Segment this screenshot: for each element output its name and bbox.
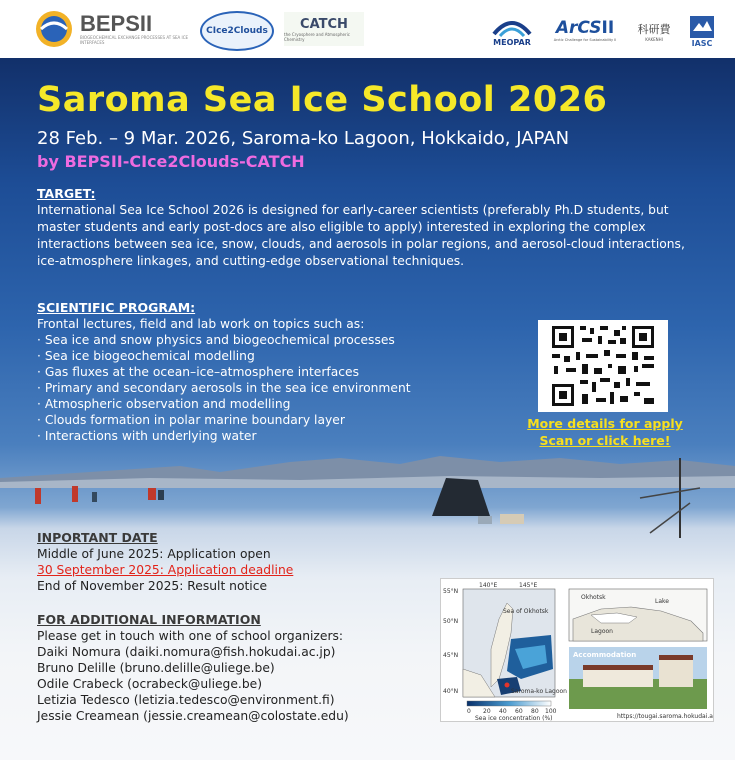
bepsii-emblem-icon — [32, 9, 76, 49]
target-description: International Sea Ice School 2026 is designed for early-career scientists (preferably Ph.D students, but master students and early post-docs are also eligible to apply) interested in exploring the complex interactions between sea ice, snow, clouds, and aerosols in polar regions, and aerosol-cloud interactions, ice-atmosphere linkages, and cutting-edge observational techniques. — [37, 203, 685, 268]
logo-bar — [0, 0, 735, 58]
colorbar-tick: 20 — [483, 708, 491, 715]
bepsii-subtitle: BIOGEOCHEMICAL EXCHANGE PROCESSES AT SEA ICE INTERFACES — [80, 35, 189, 45]
accommodation-label: Accommodation — [573, 651, 637, 659]
inset-label: Lagoon — [591, 628, 613, 635]
map-lon-label: 145°E — [519, 582, 538, 589]
event-dates-location: 28 Feb. – 9 Mar. 2026, Saroma-ko Lagoon, Hokkaido, JAPAN — [37, 128, 570, 149]
map-lat-label: 40°N — [443, 688, 459, 695]
program-item: · Atmospheric observation and modelling — [37, 397, 291, 411]
ice-colorbar — [467, 701, 551, 706]
program-item: · Gas fluxes at the ocean–ice–atmosphere interfaces — [37, 365, 360, 379]
catch-subtitle: the Cryosphere and Atmospheric Chemistry — [284, 31, 350, 42]
colorbar-tick: 100 — [545, 708, 557, 715]
page-title: Saroma Sea Ice School 2026 — [37, 80, 608, 120]
cice2clouds-logo[interactable] — [200, 11, 274, 51]
inset-label: Lake — [655, 598, 669, 605]
contact-person[interactable]: Letizia Tedesco (letizia.tedesco@environment.fi) — [37, 693, 335, 707]
meopar-logo[interactable] — [488, 12, 536, 50]
apply-link[interactable] — [505, 415, 705, 449]
map-lagoon-label: Saroma-ko Lagoon — [511, 688, 567, 695]
kakenhi-subtitle: KAKENHI — [645, 36, 663, 42]
field-tent — [432, 478, 490, 516]
map-sea-label: Sea of Okhotsk — [503, 608, 549, 615]
contact-heading: FOR ADDITIONAL INFORMATION — [37, 612, 261, 627]
field-researchers — [35, 486, 164, 504]
meopar-wave-icon — [492, 16, 532, 38]
map-lat-label: 45°N — [443, 652, 459, 659]
map-lon-label: 140°E — [479, 582, 498, 589]
location-figure — [440, 578, 714, 722]
program-item: · Sea ice and snow physics and biogeochemical processes — [37, 333, 395, 347]
date-result-notice: End of November 2025: Result notice — [37, 579, 268, 593]
catch-wordmark: CATCH — [300, 16, 348, 32]
arcs-wordmark: ArCS — [555, 18, 602, 38]
apply-link-line-1[interactable]: More details for apply — [527, 416, 683, 431]
date-application-deadline: 30 September 2025: Application deadline — [37, 563, 294, 577]
bepsii-wordmark: BEPSII — [80, 11, 153, 36]
organizers-byline: by BEPSII-CIce2Clouds-CATCH — [37, 152, 305, 171]
program-intro: Frontal lectures, field and lab work on topics such as: — [37, 317, 365, 331]
apply-link-line-2[interactable]: Scan or click here! — [539, 433, 671, 448]
location-map-panel — [441, 579, 713, 721]
map-lat-label: 55°N — [443, 588, 459, 595]
iasc-emblem-icon — [689, 15, 715, 39]
colorbar-label: Sea ice concentration (%) — [475, 715, 553, 721]
map-lat-label: 50°N — [443, 618, 459, 625]
inset-label: Okhotsk — [581, 594, 606, 601]
iasc-logo[interactable] — [684, 12, 720, 50]
program-item: · Sea ice biogeochemical modelling — [37, 349, 255, 363]
field-instruments — [478, 458, 700, 538]
lagoon-marker-icon — [505, 683, 510, 688]
colorbar-tick: 40 — [499, 708, 507, 715]
date-application-open: Middle of June 2025: Application open — [37, 547, 271, 561]
catch-logo[interactable] — [284, 12, 364, 46]
kakenhi-wordmark: 科研費 — [637, 22, 671, 36]
contact-person[interactable]: Daiki Nomura (daiki.nomura@fish.hokudai.ac.jp) — [37, 645, 336, 659]
program-item: · Clouds formation in polar marine boundary layer — [37, 413, 345, 427]
iasc-wordmark: IASC — [691, 38, 713, 48]
arcs-subtitle: Arctic Challenge for Sustainability II — [553, 38, 617, 42]
bepsii-logo[interactable] — [32, 9, 192, 49]
program-item: · Interactions with underlying water — [37, 429, 257, 443]
program-heading: SCIENTIFIC PROGRAM: — [37, 300, 196, 315]
colorbar-tick: 0 — [467, 708, 471, 715]
accommodation-url[interactable]: https://tougai.saroma.hokudai.ac.jp — [617, 713, 713, 720]
kakenhi-logo[interactable] — [632, 18, 676, 44]
contact-intro: Please get in touch with one of school organizers: — [37, 629, 344, 643]
contact-person[interactable]: Bruno Delille (bruno.delille@uliege.be) — [37, 661, 275, 675]
dates-heading: INPORTANT DATE — [37, 530, 158, 545]
contact-person[interactable]: Odile Crabeck (ocrabeck@uliege.be) — [37, 677, 262, 691]
contact-person[interactable]: Jessie Creamean (jessie.creamean@colostate.edu) — [37, 709, 349, 723]
arcs-logo[interactable] — [545, 14, 625, 46]
poster-body — [0, 58, 735, 760]
meopar-wordmark: MEOPAR — [493, 37, 531, 47]
colorbar-tick: 80 — [531, 708, 539, 715]
arcs-numeral: II — [601, 18, 615, 38]
program-item: · Primary and secondary aerosols in the sea ice environment — [37, 381, 411, 395]
qr-code-icon — [538, 320, 668, 412]
target-heading: TARGET: — [37, 186, 96, 201]
apply-qr-code[interactable] — [538, 320, 668, 412]
colorbar-tick: 60 — [515, 708, 523, 715]
cice2clouds-wordmark: CIce2Clouds — [206, 26, 268, 36]
